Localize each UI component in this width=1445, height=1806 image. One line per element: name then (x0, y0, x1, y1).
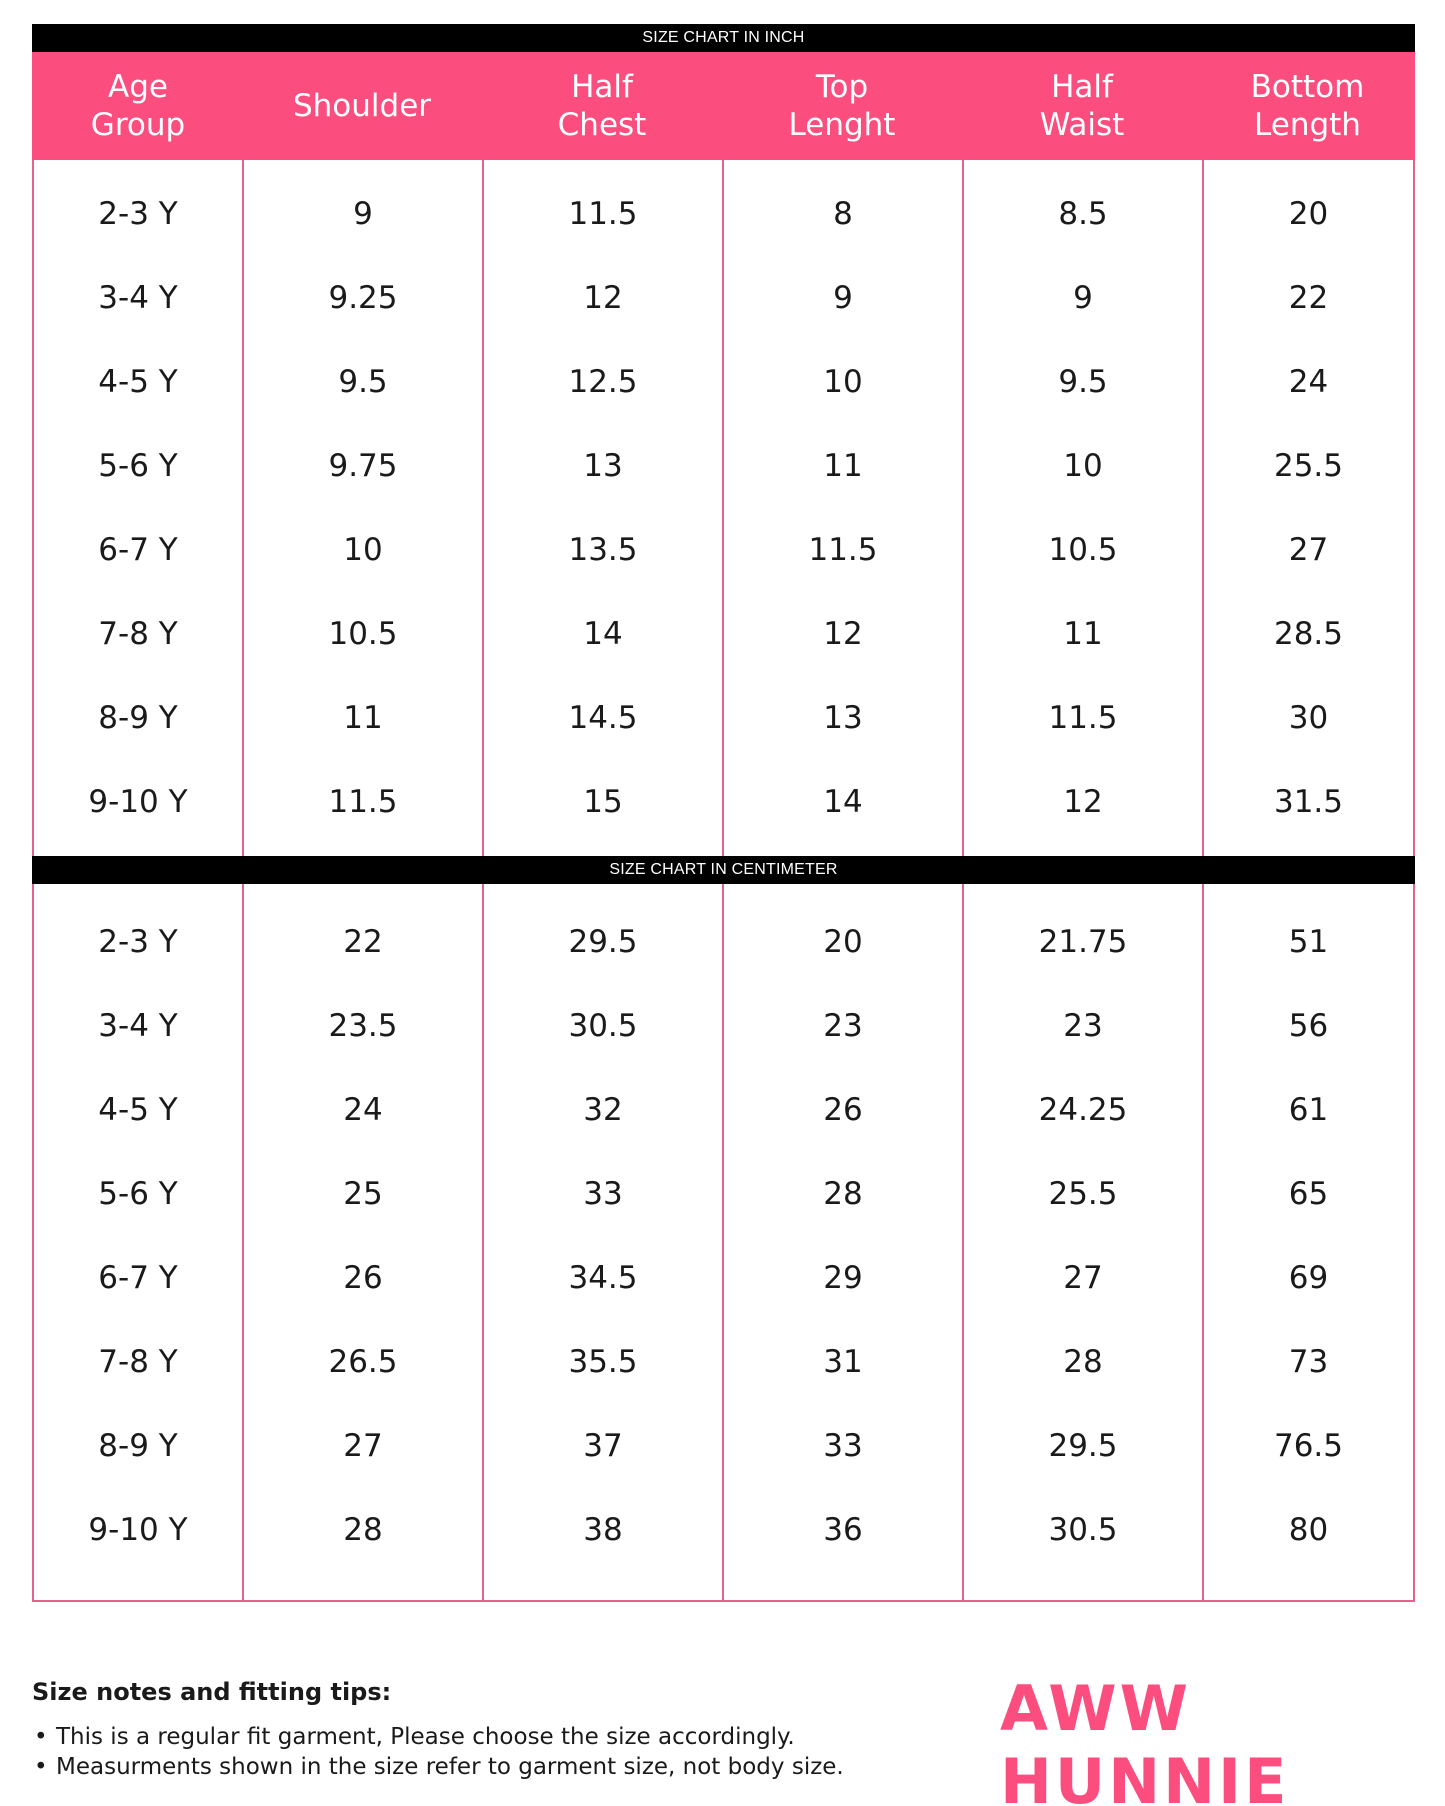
measurement-cell: 9.5 (1058, 364, 1108, 400)
age-group-cell: 6-7 Y (98, 1260, 178, 1296)
measurement-cell: 10 (1063, 448, 1103, 484)
measurement-cell: 13.5 (568, 532, 638, 568)
age-group-cell: 3-4 Y (98, 280, 178, 316)
column-5 (1202, 160, 1413, 856)
column-2 (482, 160, 722, 856)
measurement-cell: 10.5 (328, 616, 398, 652)
measurement-cell: 14.5 (568, 700, 638, 736)
size-notes (32, 1678, 932, 1782)
measurement-cell: 28.5 (1273, 616, 1344, 652)
measurement-cell: 24.25 (1038, 1092, 1128, 1128)
note-item: • Measurments shown in the size refer to garment size, not body size. (34, 1754, 844, 1780)
measurement-cell: 12 (583, 280, 623, 316)
column-5 (1202, 884, 1413, 1600)
measurement-cell: 31.5 (1273, 784, 1344, 820)
age-group-cell: 4-5 Y (98, 1092, 178, 1128)
measurement-cell: 23.5 (328, 1008, 398, 1044)
measurement-cell: 21.75 (1038, 924, 1128, 960)
measurement-cell: 14 (823, 784, 863, 820)
notes-title: Size notes and fitting tips: (32, 1678, 392, 1706)
measurement-cell: 10 (343, 532, 383, 568)
measurement-cell: 24 (1288, 364, 1329, 400)
measurement-cell: 12.5 (568, 364, 638, 400)
measurement-cell: 13 (823, 700, 863, 736)
measurement-cell: 9.25 (328, 280, 398, 316)
size-chart (32, 24, 1415, 1602)
header-age-group: Age Group (90, 69, 186, 143)
measurement-cell: 26 (823, 1092, 863, 1128)
measurement-cell: 15 (583, 784, 623, 820)
measurement-cell: 25.5 (1048, 1176, 1118, 1212)
column-1 (242, 160, 482, 856)
measurement-cell: 69 (1288, 1260, 1329, 1296)
header-shoulder: Shoulder (292, 88, 432, 124)
measurement-cell: 26 (343, 1260, 383, 1296)
measurement-cell: 61 (1288, 1092, 1329, 1128)
measurement-cell: 30.5 (568, 1008, 638, 1044)
measurement-cell: 8 (833, 196, 853, 232)
measurement-cell: 11.5 (808, 532, 878, 568)
age-group-cell: 2-3 Y (98, 924, 178, 960)
measurement-cell: 65 (1288, 1176, 1329, 1212)
measurement-cell: 20 (823, 924, 863, 960)
cm-chart-title: SIZE CHART IN CENTIMETER (32, 856, 1415, 884)
measurement-cell: 35.5 (568, 1344, 638, 1380)
measurement-cell: 11 (1063, 616, 1103, 652)
column-3 (722, 160, 962, 856)
measurement-cell: 36 (823, 1512, 863, 1548)
measurement-cell: 11.5 (328, 784, 398, 820)
measurement-cell: 80 (1288, 1512, 1329, 1548)
age-group-cell: 7-8 Y (98, 1344, 178, 1380)
measurement-cell: 11.5 (1048, 700, 1118, 736)
age-group-cell: 3-4 Y (98, 1008, 178, 1044)
measurement-cell: 26.5 (328, 1344, 398, 1380)
column-2 (482, 884, 722, 1600)
measurement-cell: 9 (353, 196, 373, 232)
measurement-cell: 37 (583, 1428, 623, 1464)
inch-table-body (32, 160, 1415, 856)
age-group-cell: 9-10 Y (88, 784, 188, 820)
measurement-cell: 9.5 (338, 364, 388, 400)
brand-logo: AWW HUNNIE (1000, 1672, 1290, 1806)
measurement-cell: 32 (583, 1092, 623, 1128)
age-group-cell: 5-6 Y (98, 448, 178, 484)
header-half-chest: Half Chest (557, 69, 647, 143)
measurement-cell: 28 (343, 1512, 383, 1548)
measurement-cell: 28 (1063, 1344, 1103, 1380)
column-4 (962, 884, 1202, 1600)
measurement-cell: 23 (823, 1008, 863, 1044)
measurement-cell: 24 (343, 1092, 383, 1128)
measurement-cell: 29.5 (568, 924, 638, 960)
measurement-cell: 28 (823, 1176, 863, 1212)
measurement-cell: 12 (823, 616, 863, 652)
measurement-cell: 51 (1288, 924, 1329, 960)
measurement-cell: 8.5 (1058, 196, 1108, 232)
measurement-cell: 23 (1063, 1008, 1103, 1044)
age-group-cell: 4-5 Y (98, 364, 178, 400)
measurement-cell: 33 (823, 1428, 863, 1464)
measurement-cell: 10 (823, 364, 863, 400)
age-group-cell: 9-10 Y (88, 1512, 188, 1548)
measurement-cell: 13 (583, 448, 623, 484)
measurement-cell: 9 (1073, 280, 1093, 316)
age-group-cell: 7-8 Y (98, 616, 178, 652)
measurement-cell: 76.5 (1273, 1428, 1344, 1464)
cm-table-body (32, 884, 1415, 1602)
age-group-cell: 5-6 Y (98, 1176, 178, 1212)
column-0 (34, 884, 242, 1600)
measurement-cell: 11.5 (568, 196, 638, 232)
measurement-cell: 9 (833, 280, 853, 316)
measurement-cell: 27 (343, 1428, 383, 1464)
measurement-cell: 10.5 (1048, 532, 1118, 568)
measurement-cell: 25 (343, 1176, 383, 1212)
measurement-cell: 38 (583, 1512, 623, 1548)
measurement-cell: 30.5 (1048, 1512, 1118, 1548)
inch-chart-title: SIZE CHART IN INCH (32, 24, 1415, 52)
age-group-cell: 8-9 Y (98, 1428, 178, 1464)
age-group-cell: 8-9 Y (98, 700, 178, 736)
measurement-cell: 34.5 (568, 1260, 638, 1296)
column-1 (242, 884, 482, 1600)
measurement-cell: 9.75 (328, 448, 398, 484)
measurement-cell: 33 (583, 1176, 623, 1212)
measurement-cell: 25.5 (1273, 448, 1344, 484)
header-half-waist: Half Waist (1039, 69, 1125, 143)
measurement-cell: 12 (1063, 784, 1103, 820)
note-item: • This is a regular fit garment, Please choose the size accordingly. (34, 1724, 795, 1750)
header-row (32, 52, 1415, 160)
column-0 (34, 160, 242, 856)
age-group-cell: 2-3 Y (98, 196, 178, 232)
measurement-cell: 14 (583, 616, 623, 652)
measurement-cell: 29.5 (1048, 1428, 1118, 1464)
measurement-cell: 27 (1063, 1260, 1103, 1296)
measurement-cell: 27 (1288, 532, 1329, 568)
measurement-cell: 22 (1288, 280, 1329, 316)
measurement-cell: 11 (343, 700, 383, 736)
notes-list (32, 1722, 932, 1782)
header-top-length: Top Lenght (788, 69, 896, 143)
measurement-cell: 56 (1288, 1008, 1329, 1044)
measurement-cell: 22 (343, 924, 383, 960)
measurement-cell: 29 (823, 1260, 863, 1296)
measurement-cell: 73 (1288, 1344, 1329, 1380)
measurement-cell: 11 (823, 448, 863, 484)
header-bottom-length: Bottom Length (1250, 69, 1365, 143)
age-group-cell: 6-7 Y (98, 532, 178, 568)
column-3 (722, 884, 962, 1600)
measurement-cell: 20 (1288, 196, 1329, 232)
column-4 (962, 160, 1202, 856)
measurement-cell: 31 (823, 1344, 863, 1380)
measurement-cell: 30 (1288, 700, 1329, 736)
